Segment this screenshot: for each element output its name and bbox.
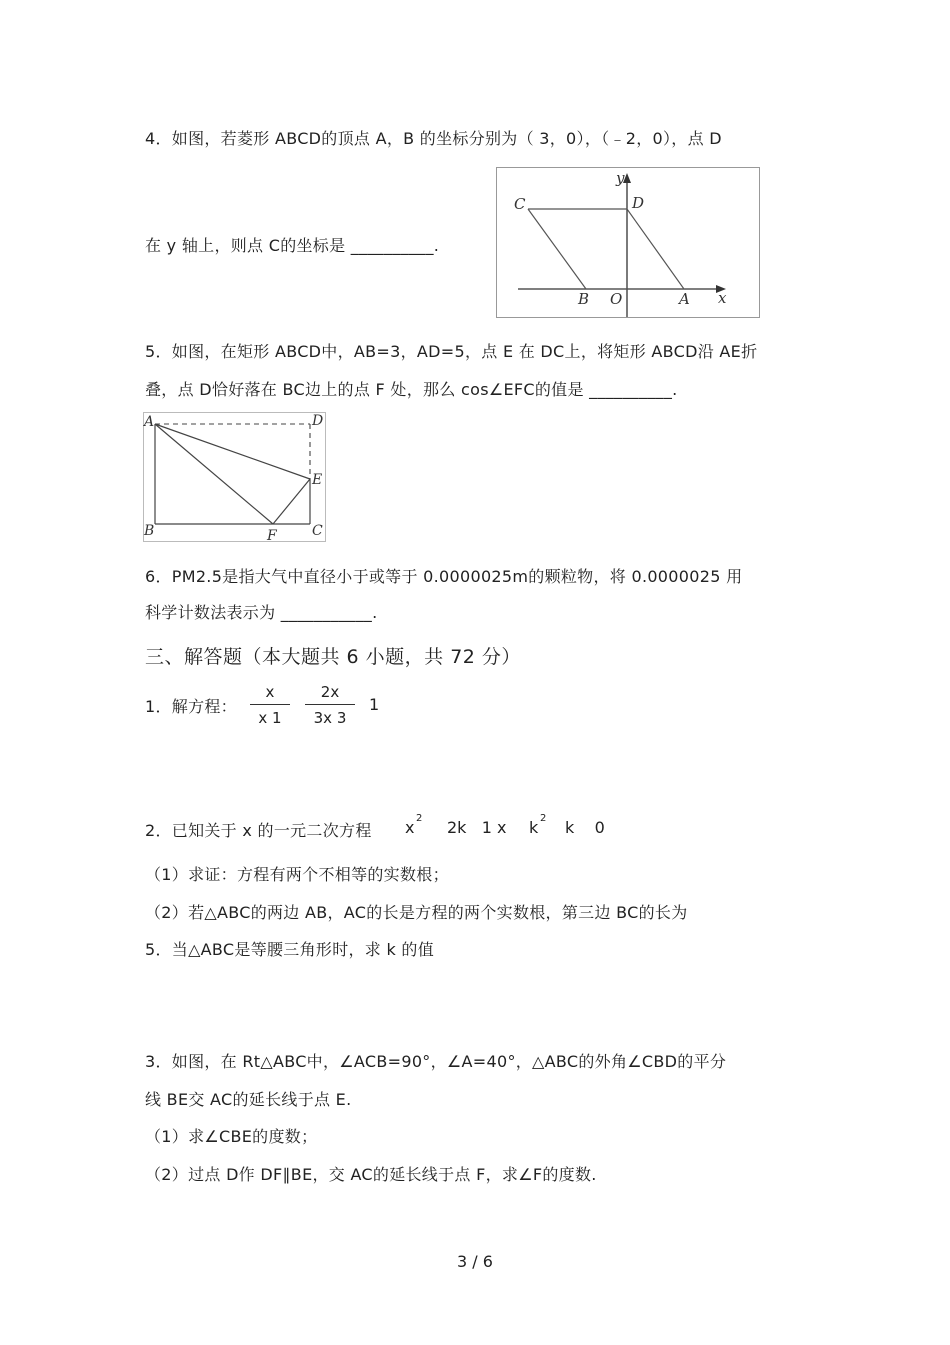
p2-eq-k: k [529,818,539,837]
rectangle-fold-figure [143,412,327,543]
label-O: O [610,290,623,308]
label-D: D [632,194,645,212]
p2-eq-k-exponent: 2 [540,813,547,824]
p2-eq-tail: k 0 [565,818,605,837]
frac2-denominator: 3x 3 [313,709,347,727]
p3-sub1: （1）求∠CBE的度数； [145,1127,318,1146]
p3-sub2: （2）过点 D作 DF∥BE，交 AC的延长线于点 F，求∠F的度数. [145,1165,597,1184]
frac1-bar [250,704,290,705]
p2-eq-x: x [405,818,415,837]
label-C: C [312,523,323,539]
label-F: F [267,528,277,543]
label-A: A [679,290,690,308]
frac1-numerator: x [265,683,275,701]
p1-rhs: 1 [369,695,380,714]
p2-sub2-continued: 5．当△ABC是等腰三角形时，求 k 的值 [145,940,435,959]
p1-label: 1．解方程： [145,697,237,716]
q4-text-line2: 在 y 轴上，则点 C的坐标是 __________. [145,236,440,255]
p2-sub2: （2）若△ABC的两边 AB，AC的长是方程的两个实数根，第三边 BC的长为 [145,903,688,922]
rhombus-coordinate-figure [496,167,761,319]
p2-sub1: （1）求证：方程有两个不相等的实数根； [145,865,449,884]
q5-text-line1: 5．如图，在矩形 ABCD中，AB=3，AD=5，点 E 在 DC上，将矩形 ABCD沿 AE折 [145,342,758,361]
label-B: B [144,523,155,539]
q6-text-line1: 6．PM2.5是指大气中直径小于或等于 0.0000025m的颗粒物，将 0.0000025 用 [145,567,743,586]
p3-line1: 3．如图，在 Rt△ABC中，∠ACB=90°，∠A=40°，△ABC的外角∠CBD的平分 [145,1052,727,1071]
q5-text-line2: 叠，点 D恰好落在 BC边上的点 F 处，那么 cos∠EFC的值是 __________. [145,380,678,399]
frac2-bar [305,704,355,705]
label-B: B [578,290,590,308]
section3-heading: 三、解答题（本大题共 6 小题，共 72 分） [145,646,521,668]
frac1-denominator: x 1 [258,709,282,727]
label-C: C [514,195,526,213]
figure-frame [144,413,326,542]
p2-label: 2．已知关于 x 的一元二次方程 [145,821,372,840]
label-D: D [312,413,324,429]
label-A: A [144,414,155,430]
frac2-numerator: 2x [320,683,340,701]
p3-line2: 线 BE交 AC的延长线于点 E. [145,1090,352,1109]
label-x: x [718,289,727,307]
q6-text-line2: 科学计数法表示为 ___________. [145,603,378,622]
q4-text-line1: 4．如图，若菱形 ABCD的顶点 A，B 的坐标分别为（ 3，0），（﹣2，0），点 D [145,129,722,148]
label-y: y [616,169,625,187]
p2-eq-middle: 2k 1 x [447,818,507,837]
page-number: 3 / 6 [457,1252,493,1271]
p2-eq-x-exponent: 2 [416,813,423,824]
label-E: E [312,472,323,488]
